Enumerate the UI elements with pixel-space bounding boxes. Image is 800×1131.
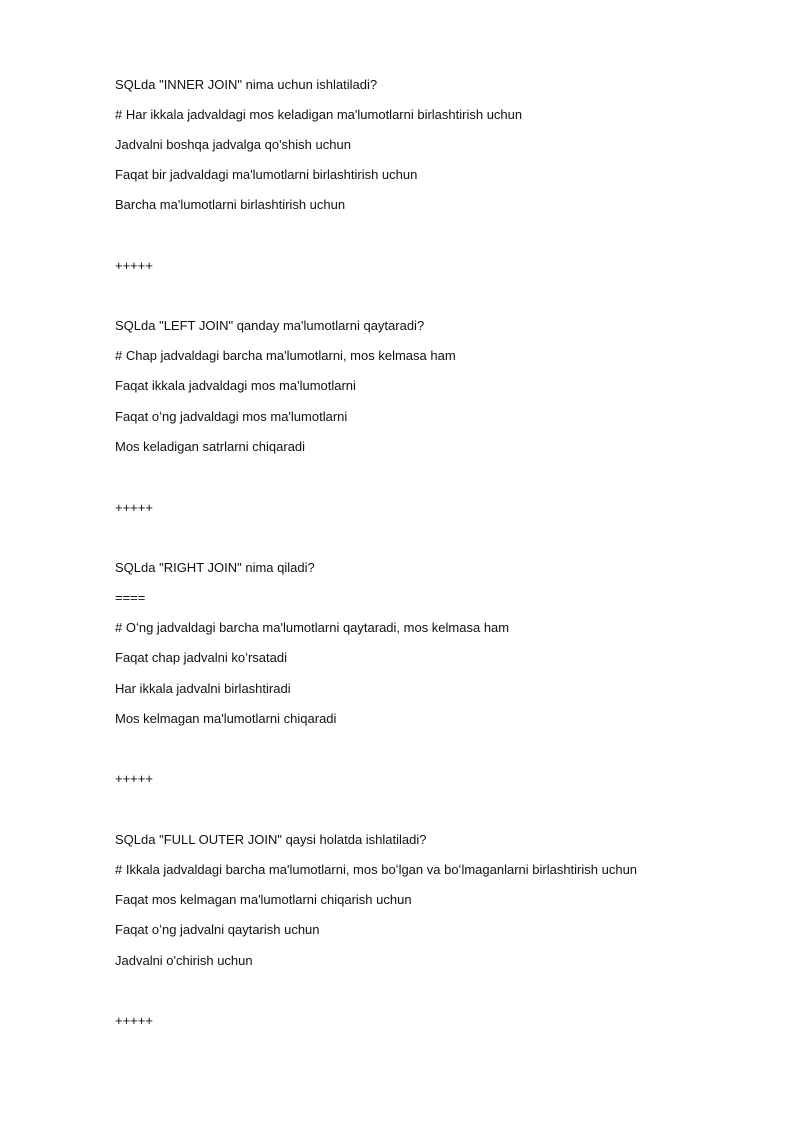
question-3-option-2: Faqat chap jadvalni koʻrsatadi [115,650,287,665]
question-4-option-3: Faqat oʻng jadvalni qaytarish uchun [115,922,320,937]
question-2-option-3: Faqat oʻng jadvaldagi mos ma'lumotlarni [115,409,348,424]
question-2-text: SQLda "LEFT JOIN" qanday ma'lumotlarni qaytaradi? [115,318,425,333]
question-3-divider: ==== [115,590,146,605]
question-3-option-3: Har ikkala jadvalni birlashtiradi [115,681,291,696]
question-3-separator: +++++ [115,771,153,786]
question-2-option-4: Mos keladigan satrlarni chiqaradi [115,439,306,454]
question-1-separator: +++++ [115,258,153,273]
question-4-text: SQLda "FULL OUTER JOIN" qaysi holatda ishlatiladi? [115,832,427,847]
question-1-option-4: Barcha ma'lumotlarni birlashtirish uchun [115,197,346,212]
question-4-option-4: Jadvalni o'chirish uchun [115,953,253,968]
question-2-option-2: Faqat ikkala jadvaldagi mos ma'lumotlarni [115,378,356,393]
question-1-text: SQLda "INNER JOIN" nima uchun ishlatiladi? [115,77,378,92]
question-4-option-2: Faqat mos kelmagan ma'lumotlarni chiqarish uchun [115,892,412,907]
question-4-option-1: # Ikkala jadvaldagi barcha ma'lumotlarni, mos boʻlgan va boʻlmaganlarni birlashtirish uchun [115,862,638,877]
question-1-option-1: # Har ikkala jadvaldagi mos keladigan ma'lumotlarni birlashtirish uchun [115,107,523,122]
question-3-option-4: Mos kelmagan ma'lumotlarni chiqaradi [115,711,337,726]
question-3-option-1: # Oʻng jadvaldagi barcha ma'lumotlarni qaytaradi, mos kelmasa ham [115,620,510,635]
question-4-separator: +++++ [115,1013,153,1028]
question-1-option-3: Faqat bir jadvaldagi ma'lumotlarni birlashtirish uchun [115,167,418,182]
question-2-separator: +++++ [115,500,153,515]
question-1-option-2: Jadvalni boshqa jadvalga qo'shish uchun [115,137,351,152]
question-2-option-1: # Chap jadvaldagi barcha ma'lumotlarni, mos kelmasa ham [115,348,456,363]
question-3-text: SQLda "RIGHT JOIN" nima qiladi? [115,560,315,575]
